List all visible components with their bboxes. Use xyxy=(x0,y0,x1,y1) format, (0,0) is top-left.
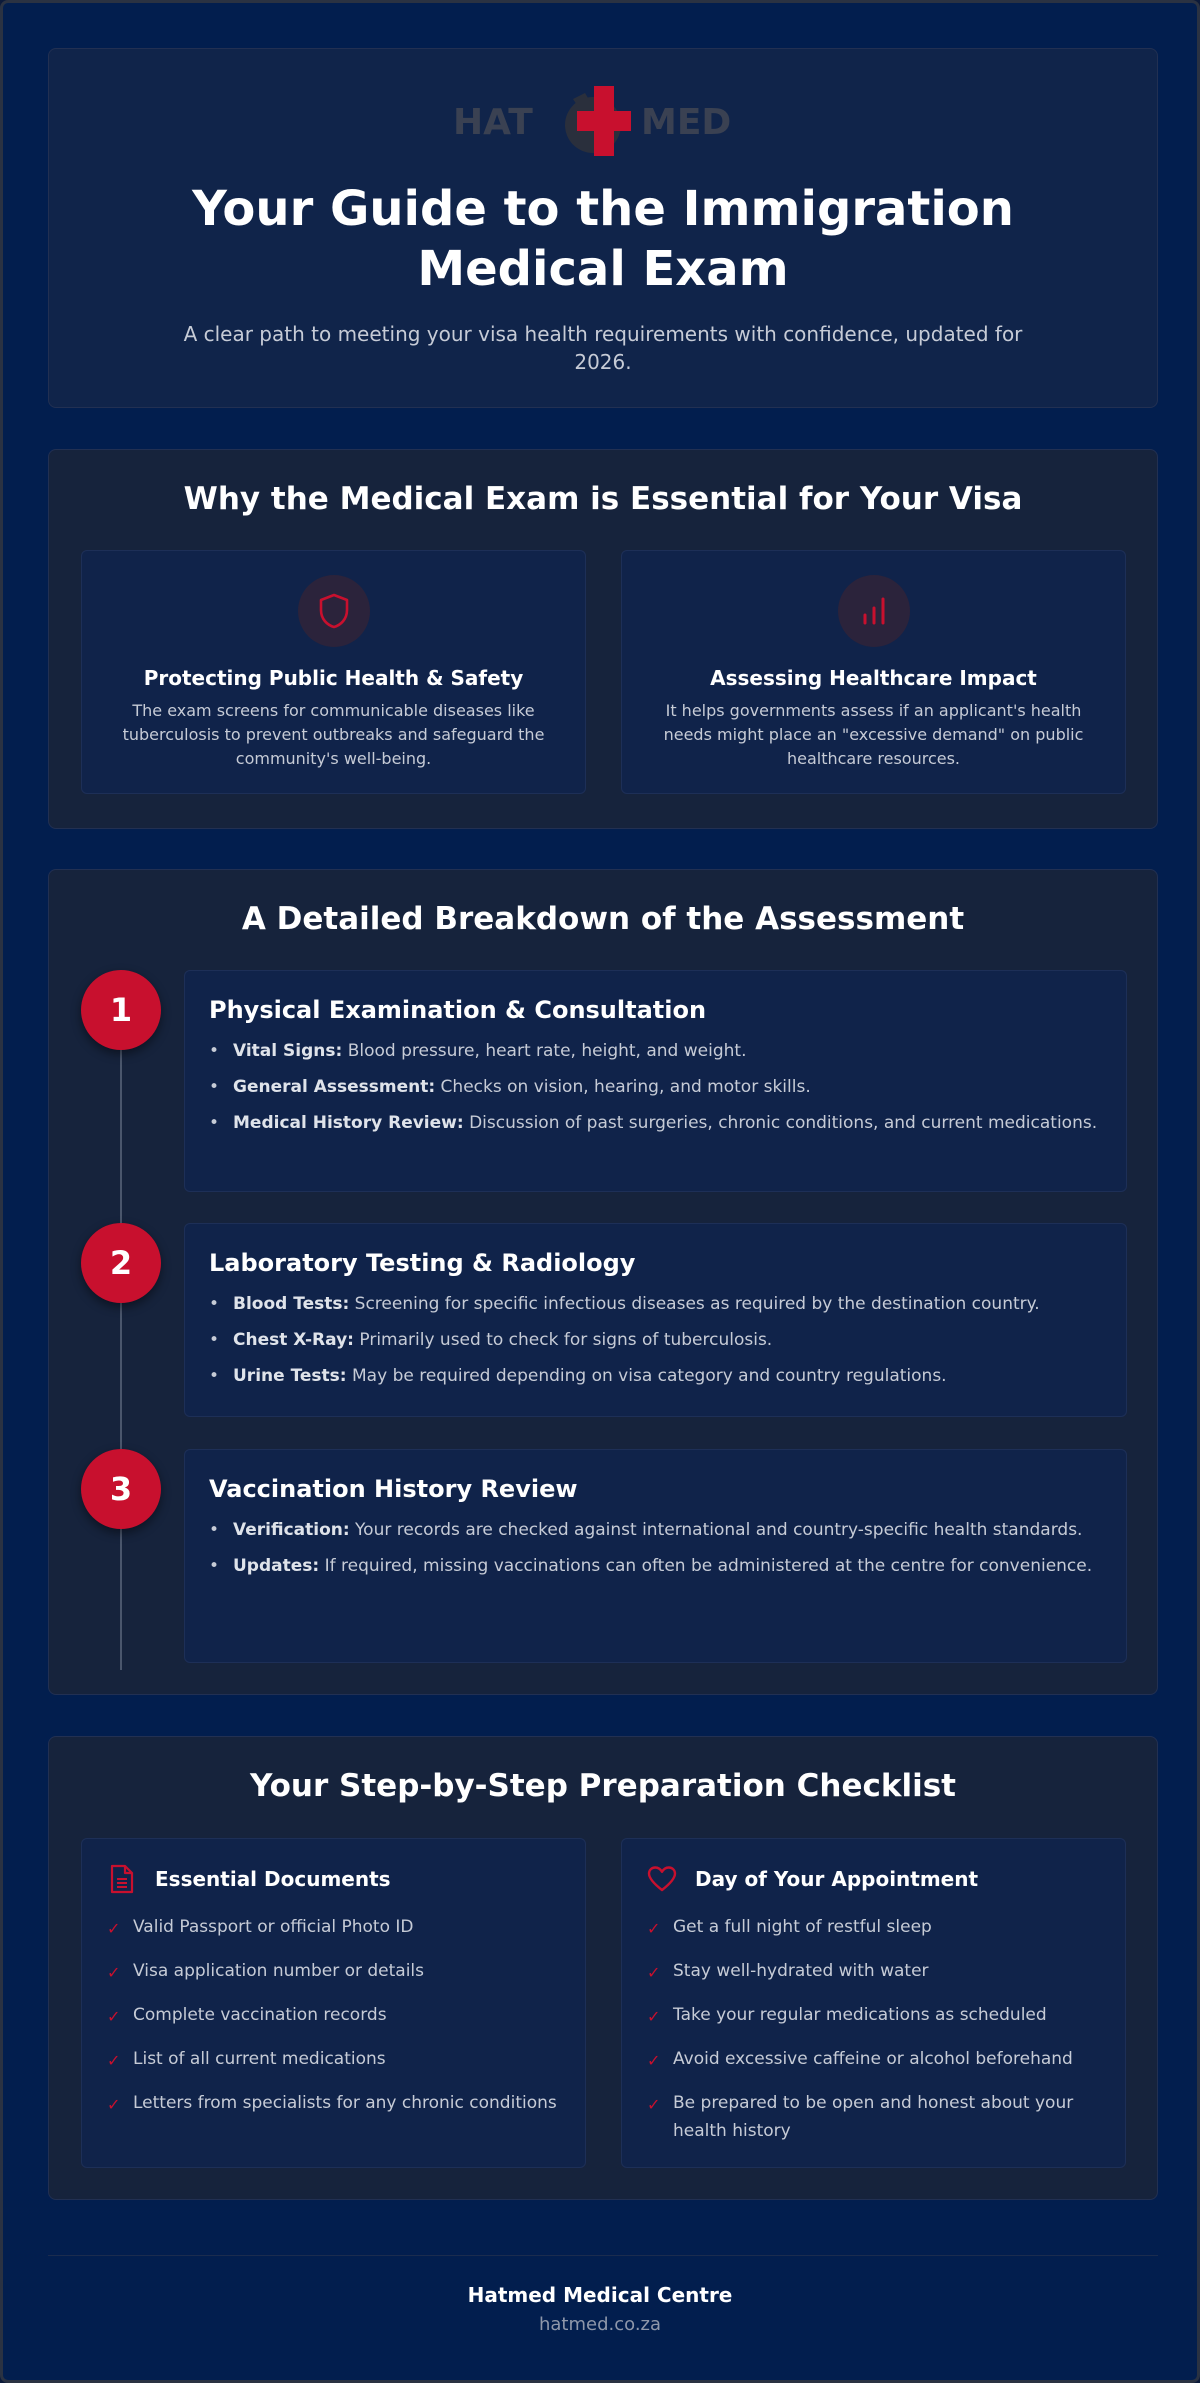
footer-divider xyxy=(48,2255,1158,2256)
heart-icon xyxy=(647,1863,677,1895)
check-icon: ✓ xyxy=(107,2095,121,2114)
bar-chart-icon xyxy=(838,575,910,647)
checklist-card-header xyxy=(107,1863,391,1895)
step-number-badge: 3 xyxy=(81,1449,161,1529)
step-number-badge: 2 xyxy=(81,1223,161,1303)
checklist-card-heading: Essential Documents xyxy=(155,1867,391,1891)
checklist-item: ✓ Stay well-hydrated with water xyxy=(647,1957,1105,1985)
checklist-item: ✓ Be prepared to be open and honest about your health history xyxy=(647,2093,1074,2141)
step-card-physical-exam xyxy=(184,970,1127,1192)
logo-text-right: MED xyxy=(641,102,732,143)
why-card-text: It helps governments assess if an applicant's health needs might place an "excessive demand" on public healthcare resources. xyxy=(663,701,1084,768)
checklist-section xyxy=(48,1736,1158,2200)
checklist-items xyxy=(647,1913,1105,2161)
shield-icon xyxy=(298,575,370,647)
list-item: • Verification: Your records are checked against international and country-specific health standards. xyxy=(209,1520,1083,1540)
why-card-heading: Protecting Public Health & Safety xyxy=(143,666,524,690)
checklist-item: ✓ Avoid excessive caffeine or alcohol beforehand xyxy=(647,2045,1105,2073)
check-icon: ✓ xyxy=(647,1919,661,1938)
page-title: Your Guide to the Immigration Medical Exam xyxy=(192,181,1014,297)
checklist-item: ✓ Valid Passport or official Photo ID xyxy=(107,1913,565,1941)
footer-company-name: Hatmed Medical Centre xyxy=(467,2283,733,2307)
step-item-list xyxy=(209,1290,1102,1390)
checklist-item: ✓ Complete vaccination records xyxy=(107,2001,565,2029)
breakdown-section xyxy=(48,869,1158,1695)
check-icon: ✓ xyxy=(107,1963,121,1982)
checklist-item: ✓ List of all current medications xyxy=(107,2045,565,2073)
document-icon xyxy=(107,1863,137,1895)
step-number-badge: 1 xyxy=(81,970,161,1050)
check-icon: ✓ xyxy=(107,2007,121,2026)
checklist-card-heading: Day of Your Appointment xyxy=(695,1867,979,1891)
list-item: • Urine Tests: May be required depending on visa category and country regulations. xyxy=(209,1366,947,1386)
step-heading: Vaccination History Review xyxy=(209,1475,578,1503)
red-cross-logo-icon xyxy=(453,79,753,159)
why-card-text: The exam screens for communicable diseases like tuberculosis to prevent outbreaks and safeguard the community's well-being. xyxy=(122,701,545,768)
step-item-list xyxy=(209,1516,1102,1580)
step-heading: Laboratory Testing & Radiology xyxy=(209,1249,636,1277)
hero-card xyxy=(48,48,1158,408)
checklist-items xyxy=(107,1913,565,2133)
check-icon: ✓ xyxy=(107,2051,121,2070)
why-card-heading: Assessing Healthcare Impact xyxy=(710,666,1037,690)
checklist-item: ✓ Take your regular medications as scheduled xyxy=(647,2001,1105,2029)
footer-website-link[interactable]: hatmed.co.za xyxy=(538,2314,662,2335)
checklist-card-documents xyxy=(81,1838,586,2168)
step-item-list xyxy=(209,1037,1102,1137)
why-section xyxy=(48,449,1158,829)
checklist-item: ✓ Letters from specialists for any chronic conditions xyxy=(107,2089,565,2117)
checklist-section-title: Your Step-by-Step Preparation Checklist xyxy=(249,1768,956,1804)
step-card-lab-testing xyxy=(184,1223,1127,1417)
list-item: • Updates: If required, missing vaccinations can often be administered at the centre for convenience. xyxy=(209,1556,1093,1576)
checklist-item: ✓ Get a full night of restful sleep xyxy=(647,1913,1105,1941)
list-item: • Medical History Review: Discussion of past surgeries, chronic conditions, and current medications. xyxy=(209,1113,1098,1133)
why-card-healthcare-impact xyxy=(621,550,1126,794)
page-subtitle: A clear path to meeting your visa health requirements with confidence, updated for 2026. xyxy=(183,322,1023,374)
why-section-title: Why the Medical Exam is Essential for Your Visa xyxy=(183,481,1023,517)
logo xyxy=(49,79,1157,159)
check-icon: ✓ xyxy=(647,2007,661,2026)
check-icon: ✓ xyxy=(647,2095,661,2114)
list-item: • General Assessment: Checks on vision, hearing, and motor skills. xyxy=(209,1077,811,1097)
list-item: • Blood Tests: Screening for specific infectious diseases as required by the destination country. xyxy=(209,1294,1040,1314)
step-card-vaccination xyxy=(184,1449,1127,1663)
check-icon: ✓ xyxy=(647,2051,661,2070)
step-heading: Physical Examination & Consultation xyxy=(209,996,707,1024)
why-card-public-health xyxy=(81,550,586,794)
check-icon: ✓ xyxy=(107,1919,121,1938)
list-item: • Vital Signs: Blood pressure, heart rate, height, and weight. xyxy=(209,1041,747,1061)
breakdown-section-title: A Detailed Breakdown of the Assessment xyxy=(241,901,965,937)
logo-text-left: HAT xyxy=(453,102,533,143)
check-icon: ✓ xyxy=(647,1963,661,1982)
list-item: • Chest X-Ray: Primarily used to check for signs of tuberculosis. xyxy=(209,1330,773,1350)
timeline-line xyxy=(120,990,122,1670)
checklist-card-header xyxy=(647,1863,978,1895)
checklist-item: ✓ Visa application number or details xyxy=(107,1957,565,1985)
checklist-card-appointment-day xyxy=(621,1838,1126,2168)
